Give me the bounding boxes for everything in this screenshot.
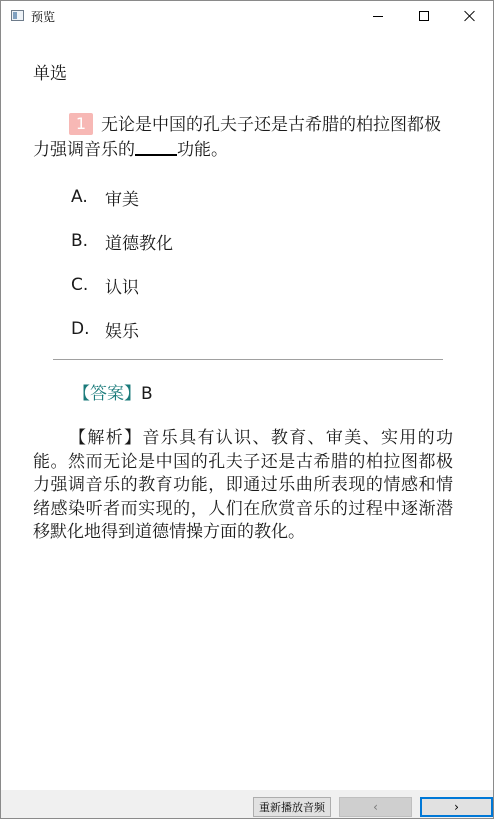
minimize-button[interactable] bbox=[355, 1, 401, 31]
option-letter: A. bbox=[71, 187, 88, 207]
close-button[interactable] bbox=[447, 1, 493, 31]
window-title: 预览 bbox=[31, 10, 56, 24]
replay-audio-button[interactable]: 重新播放音频 bbox=[253, 797, 331, 817]
answer-label: 【答案】 bbox=[73, 384, 141, 404]
option-letter: C. bbox=[71, 275, 89, 295]
minimize-icon bbox=[373, 16, 383, 17]
section-divider bbox=[53, 359, 443, 360]
question-stem bbox=[33, 113, 453, 163]
option-letter: D. bbox=[71, 319, 90, 339]
option-text: 认识 bbox=[105, 277, 139, 298]
option-b[interactable] bbox=[33, 219, 453, 263]
question-type-label: 单选 bbox=[33, 64, 67, 84]
option-a[interactable] bbox=[33, 175, 453, 219]
option-text: 审美 bbox=[105, 189, 139, 210]
app-window-icon bbox=[11, 10, 24, 21]
question-blank bbox=[135, 141, 177, 156]
option-text: 道德教化 bbox=[105, 233, 173, 254]
option-text: 娱乐 bbox=[105, 321, 139, 342]
question-number-badge: 1 bbox=[69, 113, 93, 135]
answer-value: B bbox=[141, 384, 153, 404]
option-letter: B. bbox=[71, 231, 89, 251]
chevron-right-icon: › bbox=[454, 800, 459, 814]
maximize-icon bbox=[419, 11, 429, 21]
maximize-button[interactable] bbox=[401, 1, 447, 31]
option-list bbox=[33, 175, 453, 351]
answer-line bbox=[73, 381, 153, 407]
question-text-after: 功能。 bbox=[177, 140, 228, 160]
question-content bbox=[33, 59, 453, 351]
option-c[interactable] bbox=[33, 263, 453, 307]
bottom-toolbar bbox=[1, 790, 493, 818]
close-icon bbox=[464, 10, 476, 22]
question-text-before: 无论是中国的孔夫子还是古希腊的柏拉图都极力强调音乐的 bbox=[33, 115, 441, 160]
title-bar bbox=[1, 1, 493, 31]
next-button[interactable] bbox=[420, 797, 493, 817]
option-d[interactable] bbox=[33, 307, 453, 351]
chevron-left-icon: ‹ bbox=[373, 800, 378, 814]
analysis-text: 【解析】音乐具有认识、教育、审美、实用的功能。然而无论是中国的孔夫子还是古希腊的柏拉图都极力强调音乐的教育功能，即通过乐曲所表现的情感和情绪感染听者而实现的，人们在欣赏音乐的过程中逐渐潜移默化地得到道德情操方面的教化。 bbox=[33, 428, 453, 542]
previous-button[interactable] bbox=[339, 797, 412, 817]
